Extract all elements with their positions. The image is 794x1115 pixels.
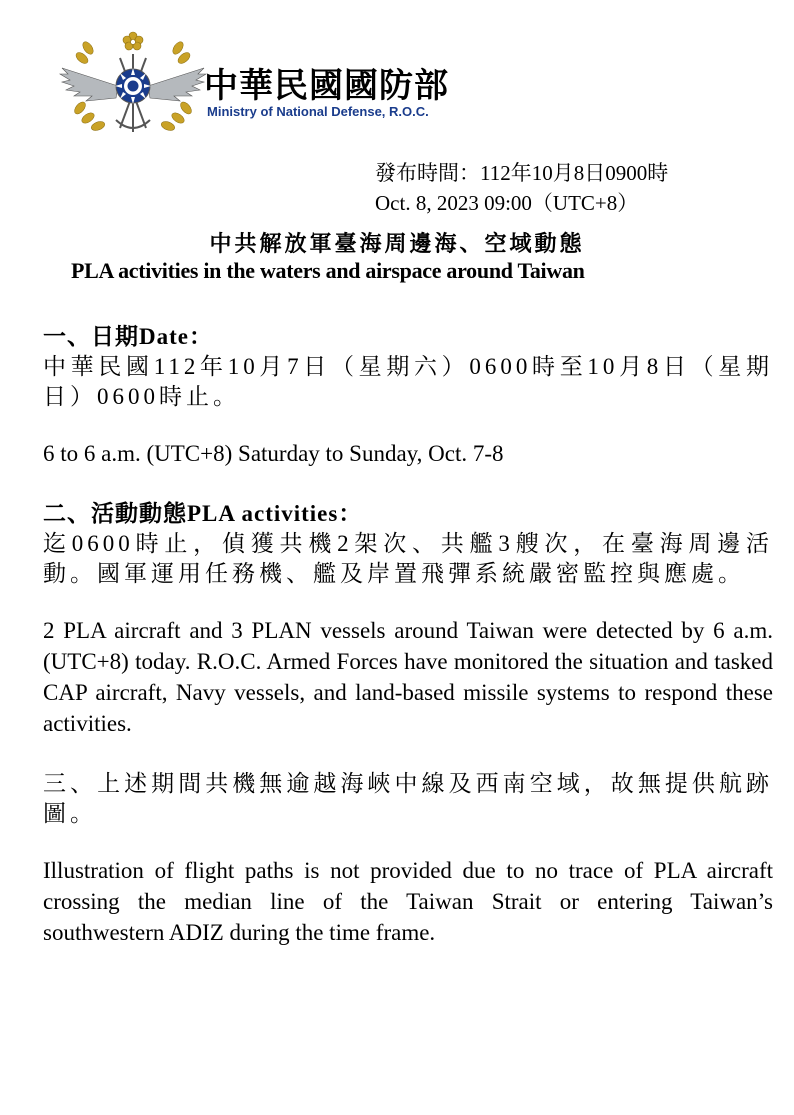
section-date-cn: 中華民國112年10月7日（星期六）0600時至10月8日（星期日）0600時止。 bbox=[43, 354, 773, 409]
section-flight-paths-en: Illustration of flight paths is not provided due to no trace of PLA aircraft crossing the median line of the Taiwan Strait or entering Taiwan’s southwestern ADIZ during the time frame. bbox=[43, 858, 773, 945]
section-flight-paths-cn: 三、上述期間共機無逾越海峽中線及西南空域，故無提供航跡圖。 bbox=[43, 771, 773, 826]
release-time-en: Oct. 8, 2023 09:00（UTC+8） bbox=[375, 191, 639, 215]
ministry-logo bbox=[58, 28, 508, 143]
section-activities-cn: 迄0600時止，偵獲共機2架次、共艦3艘次，在臺海周邊活動。國軍運用任務機、艦及岸置飛彈系統嚴密監控與應處。 bbox=[43, 531, 773, 586]
section-date-en: 6 to 6 a.m. (UTC+8) Saturday to Sunday, Oct. 7-8 bbox=[43, 441, 504, 466]
document-title-cn: 中共解放軍臺海周邊海、空域動態 bbox=[209, 232, 585, 257]
ministry-emblem-icon bbox=[58, 28, 208, 140]
ministry-name-en: Ministry of National Defense, R.O.C. bbox=[207, 104, 429, 119]
document-body bbox=[43, 322, 773, 948]
release-time-cn: 發布時間：112年10月8日0900時 bbox=[375, 161, 669, 185]
section-activities-en: 2 PLA aircraft and 3 PLAN vessels around Taiwan were detected by 6 a.m.(UTC+8) today. R.O.C. Armed Forces have monitored the situation and tasked CAP aircraft, Navy vessels, and land-based missile systems to respond these activities. bbox=[43, 618, 773, 736]
release-time bbox=[375, 158, 668, 218]
section-activities-title: 二、活動動態PLA activities： bbox=[43, 501, 363, 526]
section-date-title: 一、日期Date： bbox=[43, 324, 213, 349]
ministry-name-cn: 中華民國國防部 bbox=[204, 66, 449, 106]
document-title-en: PLA activities in the waters and airspace around Taiwan bbox=[71, 258, 585, 283]
